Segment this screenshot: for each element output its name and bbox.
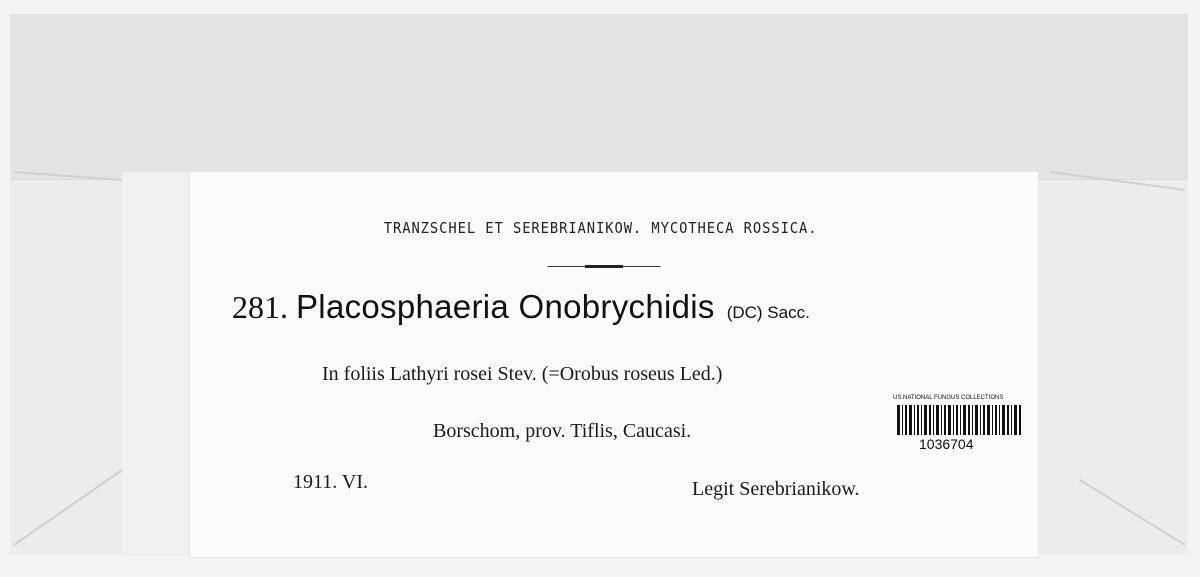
species-authority: (DC) Sacc. [726, 303, 810, 322]
collector-line: Legit Serebrianikow. [692, 478, 860, 500]
species-name: Placosphaeria Onobrychidis [296, 288, 715, 325]
collection-date: 1911. VI. [293, 471, 368, 493]
header-rule-accent [585, 265, 623, 268]
locality-line: Borschom, prov. Tiflis, Caucasi. [433, 420, 692, 442]
host-line: In foliis Lathyri rosei Stev. (=Orobus roseus Led.) [322, 363, 723, 385]
exsiccata-number: 281. [232, 289, 288, 325]
barcode-image [897, 405, 1023, 435]
species-title [232, 288, 810, 326]
barcode-caption: US NATIONAL FUNGUS COLLECTIONS [893, 395, 1004, 401]
envelope-flap [10, 14, 1188, 180]
barcode-number: 1036704 [919, 436, 974, 452]
barcode-label [893, 395, 1028, 455]
label-header: TRANZSCHEL ET SEREBRIANIKOW. MYCOTHECA ROSSICA. [383, 219, 818, 237]
